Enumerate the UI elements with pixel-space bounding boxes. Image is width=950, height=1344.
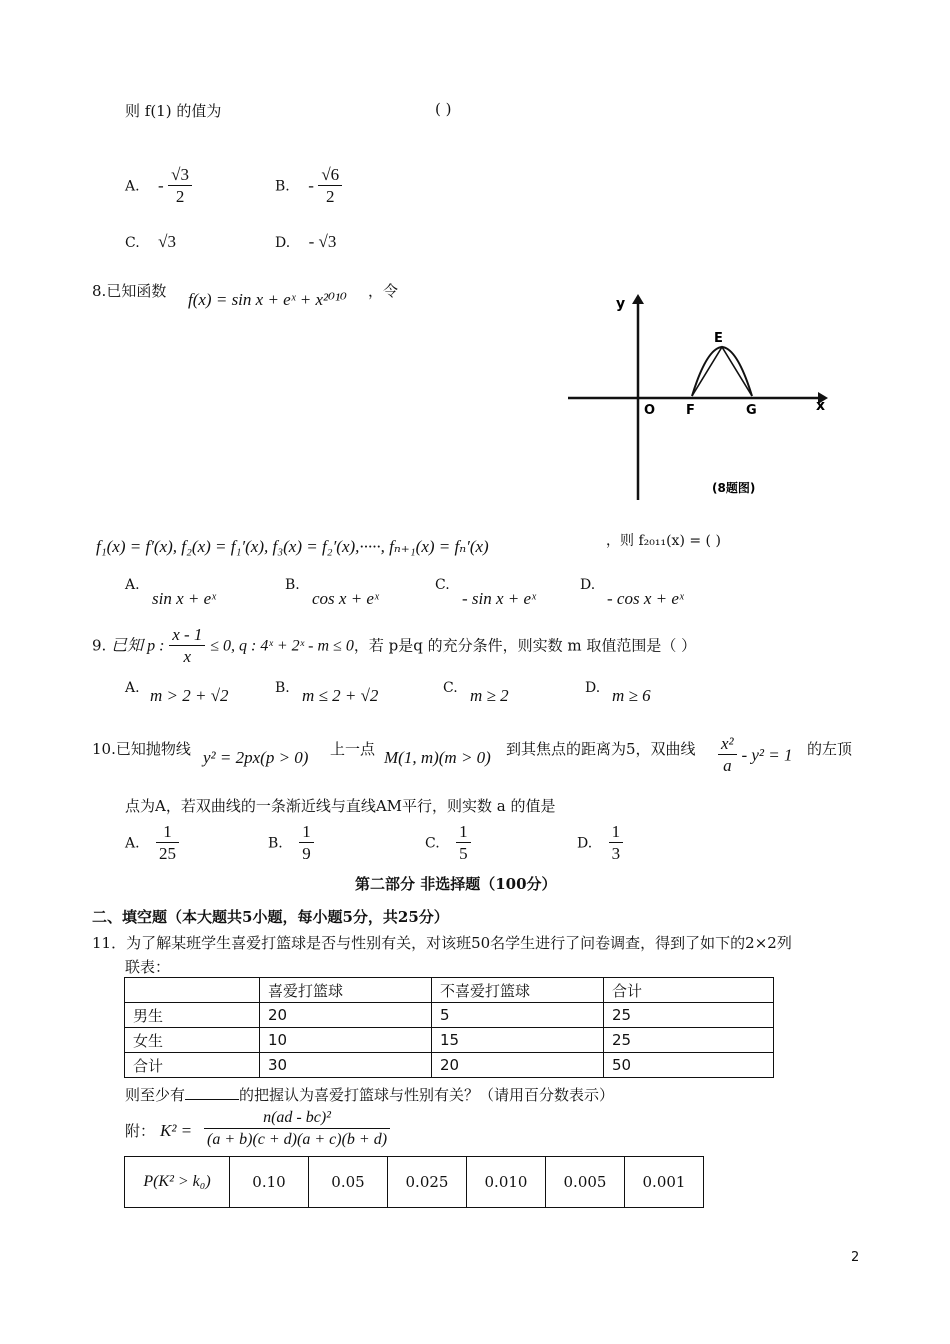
- q9-option-b: B.: [275, 680, 290, 696]
- q10-stem-3: 到其焦点的距离为5，双曲线: [506, 740, 696, 758]
- q10-stem-line-2: 点为A，若双曲线的一条渐近线与直线AM平行，则实数 a 的值是: [125, 797, 556, 815]
- table-cell: 男生: [125, 1003, 260, 1028]
- q10-point: M(1, m)(m > 0): [384, 748, 491, 767]
- q9-stem: 9. 已知 p : $\frac{x - 1}{x}$ ≤ 0, q : 4ˣ + 2ˣ - m ≤ 0，若 p是q 的充分条件，则实数 m 取值范围是（ ）: [92, 625, 697, 666]
- page-number: 2: [851, 1250, 860, 1265]
- table-cell: 0.005: [546, 1157, 625, 1208]
- table-header-cell: [125, 978, 260, 1003]
- q9-option-c-value: m ≥ 2: [470, 686, 509, 705]
- table-cell: 女生: [125, 1028, 260, 1053]
- q8-option-a-value: sin x + eˣ: [152, 589, 216, 608]
- q11-ask: 则至少有 的把握认为喜爱打篮球与性别有关？（请用百分数表示）: [125, 1086, 615, 1104]
- q7-answer-bracket: ( ): [435, 100, 452, 118]
- q11-stem-1: 11．为了解某班学生喜爱打篮球是否与性别有关，对该班50名学生进行了问卷调查，得到了如下的2×2列: [92, 934, 792, 952]
- q8-option-d: D.: [580, 577, 596, 593]
- table-cell: 50: [604, 1053, 774, 1078]
- table-cell: 25: [604, 1003, 774, 1028]
- q7-stem: 则 f(1) 的值为: [125, 102, 222, 120]
- q11-stem-2: 联表：: [125, 958, 171, 976]
- curve: [692, 347, 752, 396]
- table-header-cell: 合计: [604, 978, 774, 1003]
- label-y: y: [616, 296, 626, 312]
- part2-title: 第二部分 非选择题（100分）: [355, 875, 557, 893]
- q8-option-b-value: cos x + eˣ: [312, 589, 379, 608]
- contingency-table: [124, 977, 774, 1078]
- table-cell: 0.001: [625, 1157, 704, 1208]
- q9-option-d-value: m ≥ 6: [612, 686, 651, 705]
- table-cell: 0.05: [309, 1157, 388, 1208]
- q8-derivative-chain: f₁(x) = f′(x), f₂(x) = f₁′(x), f₃(x) = f₂′(x),·····, fₙ₊₁(x) = fₙ′(x): [96, 537, 489, 556]
- label-e: E: [714, 331, 723, 346]
- q11-k2-label: K² =: [160, 1121, 193, 1140]
- table-header-row: [125, 978, 774, 1003]
- table-cell: 25: [604, 1028, 774, 1053]
- q8-stem: 8.已知函数: [92, 282, 167, 300]
- q10-hyperbola: $\frac{\text{x²}}{a}$ - y² = 1: [718, 734, 792, 777]
- table-cell: 0.025: [388, 1157, 467, 1208]
- table-header-cell: 喜爱打篮球: [260, 978, 432, 1003]
- q8-function: f(x) = sin x + eˣ + x²⁰¹⁰: [188, 290, 347, 309]
- table-cell: 10: [260, 1028, 432, 1053]
- q9-option-b-value: m ≤ 2 + √2: [302, 686, 379, 705]
- q7-option-a: A. - $\frac{√3}{2}$: [125, 165, 192, 208]
- table-header-cell: 不喜爱打篮球: [432, 978, 604, 1003]
- q10-option-b: B. $\frac{1}{9}$: [268, 822, 314, 865]
- table-row: [125, 1053, 774, 1078]
- q8-option-c-value: - sin x + eˣ: [462, 589, 536, 608]
- table-cell: 合计: [125, 1053, 260, 1078]
- table-row: [125, 1157, 704, 1208]
- q7-option-d: D. - √3: [275, 232, 337, 251]
- q9-option-a: A.: [125, 680, 140, 696]
- q10-parabola: y² = 2px(p > 0): [203, 748, 309, 767]
- table-cell: 15: [432, 1028, 604, 1053]
- section2-title: 二、填空题（本大题共5小题，每小题5分，共25分）: [92, 908, 449, 926]
- table-cell: 20: [432, 1053, 604, 1078]
- q8-stem-after: ，令: [368, 282, 399, 300]
- q9-option-c: C.: [443, 680, 458, 696]
- label-g: G: [746, 403, 757, 418]
- label-f: F: [686, 403, 695, 418]
- q9-option-a-value: m > 2 + √2: [150, 686, 229, 705]
- q8-option-d-value: - cos x + eˣ: [607, 589, 684, 608]
- q10-stem-4: 的左顶: [807, 740, 853, 758]
- q11-appendix: 附：: [125, 1122, 156, 1140]
- table-row: [125, 1028, 774, 1053]
- table-cell: 30: [260, 1053, 432, 1078]
- table-cell: 0.10: [230, 1157, 309, 1208]
- q11-k2-formula: $\frac{\text{n(ad - bc)²}}{(a + b)(c + d)(a + c)(b + d)}$: [204, 1108, 390, 1151]
- q8-option-c: C.: [435, 577, 450, 593]
- q8-ask: ，则 f₂₀₁₁(x) = ( ): [606, 533, 721, 549]
- q8-figure: [560, 290, 830, 505]
- table-cell: 5: [432, 1003, 604, 1028]
- table-row: [125, 1003, 774, 1028]
- q10-option-d: D. $\frac{1}{3}$: [577, 822, 623, 865]
- label-x: x: [816, 398, 826, 414]
- critical-value-table: [124, 1156, 704, 1208]
- q10-option-a: A. $\frac{1}{25}$: [125, 822, 179, 865]
- q9-option-d: D.: [585, 680, 601, 696]
- table-cell: 0.010: [467, 1157, 546, 1208]
- table-cell: 20: [260, 1003, 432, 1028]
- q10-stem-2: 上一点: [330, 740, 376, 758]
- y-axis-arrow-icon: [632, 294, 644, 304]
- table-cell: P(K² > k₀): [125, 1157, 230, 1208]
- q8-option-a: A.: [125, 577, 140, 593]
- answer-blank[interactable]: [185, 1099, 239, 1100]
- figure-caption: (8题图): [712, 481, 756, 495]
- q10-stem-1: 10.已知抛物线: [92, 740, 191, 758]
- q7-option-c: C. √3: [125, 232, 176, 251]
- label-o: O: [644, 403, 656, 418]
- q10-option-c: C. $\frac{1}{5}$: [425, 822, 471, 865]
- q8-option-b: B.: [285, 577, 300, 593]
- q7-option-b: B. - $\frac{√6}{2}$: [275, 165, 342, 208]
